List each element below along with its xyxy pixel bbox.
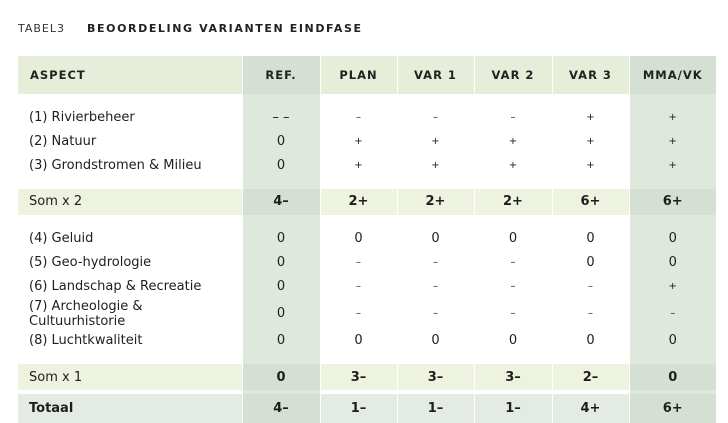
cell-var2: + bbox=[474, 154, 552, 178]
criterion-row bbox=[18, 299, 716, 329]
assessment-table bbox=[18, 56, 716, 423]
criterion-row bbox=[18, 226, 716, 250]
row-label: (6) Landschap & Recreatie bbox=[29, 279, 202, 295]
cell-ref: 4– bbox=[242, 189, 320, 215]
row-label: (1) Rivierbeheer bbox=[29, 109, 135, 125]
cell-var2: 0 bbox=[474, 329, 552, 353]
header-row bbox=[18, 56, 716, 94]
cell-mma: 6+ bbox=[629, 394, 716, 423]
cell-plan: + bbox=[354, 135, 363, 147]
cell-var2: 1– bbox=[474, 394, 552, 423]
table-body bbox=[18, 94, 716, 423]
cell-plan: – bbox=[356, 281, 361, 293]
criterion-row bbox=[18, 329, 716, 353]
sum-row-x1 bbox=[18, 364, 716, 390]
cell-var1: + bbox=[397, 154, 474, 178]
cell-ref: 0 bbox=[242, 226, 320, 250]
table-number: TABEL3 bbox=[18, 21, 66, 35]
col-header-ref: REF. bbox=[242, 56, 320, 94]
cell-var3: 0 bbox=[552, 250, 629, 274]
cell-plan: 1– bbox=[350, 401, 367, 417]
row-label: (3) Grondstromen & Milieu bbox=[29, 158, 202, 174]
criterion-row bbox=[18, 129, 716, 153]
cell-plan: 0 bbox=[354, 333, 363, 349]
row-label: (5) Geo-hydrologie bbox=[29, 254, 152, 270]
cell-var1: – bbox=[397, 250, 474, 274]
cell-var2: 0 bbox=[474, 226, 552, 250]
cell-mma: + bbox=[629, 105, 716, 129]
cell-mma: 0 bbox=[629, 250, 716, 274]
cell-ref: 0 bbox=[242, 250, 320, 274]
criterion-row bbox=[18, 274, 716, 298]
cell-mma: + bbox=[629, 274, 716, 298]
cell-var3: + bbox=[552, 154, 629, 178]
cell-mma: 0 bbox=[629, 329, 716, 353]
row-label: (2) Natuur bbox=[29, 133, 97, 149]
cell-ref: 0 bbox=[242, 154, 320, 178]
cell-var2: 2+ bbox=[474, 189, 552, 215]
cell-plan: 0 bbox=[354, 230, 363, 246]
cell-var3: 0 bbox=[552, 226, 629, 250]
cell-mma: 0 bbox=[629, 364, 716, 390]
cell-var1: – bbox=[397, 299, 474, 329]
col-header-plan: PLAN bbox=[339, 68, 378, 82]
cell-var3: 4+ bbox=[552, 394, 629, 423]
col-header-var2: VAR 2 bbox=[474, 56, 552, 94]
spacer-row bbox=[18, 215, 716, 226]
cell-var1: 3– bbox=[397, 364, 474, 390]
total-row bbox=[18, 394, 716, 423]
cell-var1: – bbox=[397, 274, 474, 298]
cell-var3: + bbox=[552, 105, 629, 129]
cell-mma: – bbox=[629, 299, 716, 329]
cell-var2: 3– bbox=[474, 364, 552, 390]
cell-var3: 0 bbox=[552, 329, 629, 353]
criterion-row bbox=[18, 105, 716, 129]
row-label: (7) Archeologie & Cultuurhistorie bbox=[29, 298, 143, 329]
row-label: Som x 1 bbox=[29, 369, 83, 385]
table-caption: BEOORDELING VARIANTEN EINDFASE bbox=[87, 21, 363, 35]
cell-var3: 6+ bbox=[552, 189, 629, 215]
cell-var1: + bbox=[397, 129, 474, 153]
spacer-row bbox=[18, 353, 716, 364]
cell-mma: + bbox=[629, 129, 716, 153]
cell-mma: 6+ bbox=[629, 189, 716, 215]
cell-plan: 3– bbox=[350, 369, 367, 385]
row-label: (4) Geluid bbox=[29, 230, 94, 246]
cell-ref: 4– bbox=[242, 394, 320, 423]
cell-plan: + bbox=[354, 160, 363, 172]
cell-var3: 2– bbox=[552, 364, 629, 390]
cell-var2: – bbox=[474, 105, 552, 129]
cell-plan: 2+ bbox=[348, 194, 369, 210]
cell-var1: – bbox=[397, 105, 474, 129]
spacer-row bbox=[18, 178, 716, 189]
cell-var3: + bbox=[552, 129, 629, 153]
col-header-var3: VAR 3 bbox=[552, 56, 629, 94]
col-header-aspect: ASPECT bbox=[30, 68, 86, 82]
cell-ref: 0 bbox=[242, 129, 320, 153]
criterion-row bbox=[18, 154, 716, 178]
cell-plan: – bbox=[356, 256, 361, 268]
cell-var1: 0 bbox=[397, 226, 474, 250]
col-header-mma: MMA/VK bbox=[629, 56, 716, 94]
cell-var2: – bbox=[474, 299, 552, 329]
cell-ref: 0 bbox=[242, 299, 320, 329]
cell-var2: – bbox=[474, 250, 552, 274]
cell-ref: 0 bbox=[242, 364, 320, 390]
cell-var3: – bbox=[552, 274, 629, 298]
cell-ref: 0 bbox=[242, 274, 320, 298]
cell-ref: 0 bbox=[242, 329, 320, 353]
sum-row-x2 bbox=[18, 189, 716, 215]
cell-var1: 0 bbox=[397, 329, 474, 353]
row-label: Som x 2 bbox=[29, 194, 83, 210]
cell-var2: – bbox=[474, 274, 552, 298]
cell-mma: + bbox=[629, 154, 716, 178]
cell-var3: – bbox=[552, 299, 629, 329]
cell-mma: 0 bbox=[629, 226, 716, 250]
spacer-row bbox=[18, 94, 716, 105]
cell-var1: 1– bbox=[397, 394, 474, 423]
cell-var2: + bbox=[474, 129, 552, 153]
cell-plan: – bbox=[356, 308, 361, 320]
table-title bbox=[18, 20, 363, 36]
row-label: Totaal bbox=[29, 401, 74, 417]
col-header-var1: VAR 1 bbox=[397, 56, 474, 94]
row-label: (8) Luchtkwaliteit bbox=[29, 333, 143, 349]
criterion-row bbox=[18, 250, 716, 274]
cell-plan: – bbox=[356, 111, 361, 123]
cell-var1: 2+ bbox=[397, 189, 474, 215]
cell-ref: – – bbox=[242, 105, 320, 129]
